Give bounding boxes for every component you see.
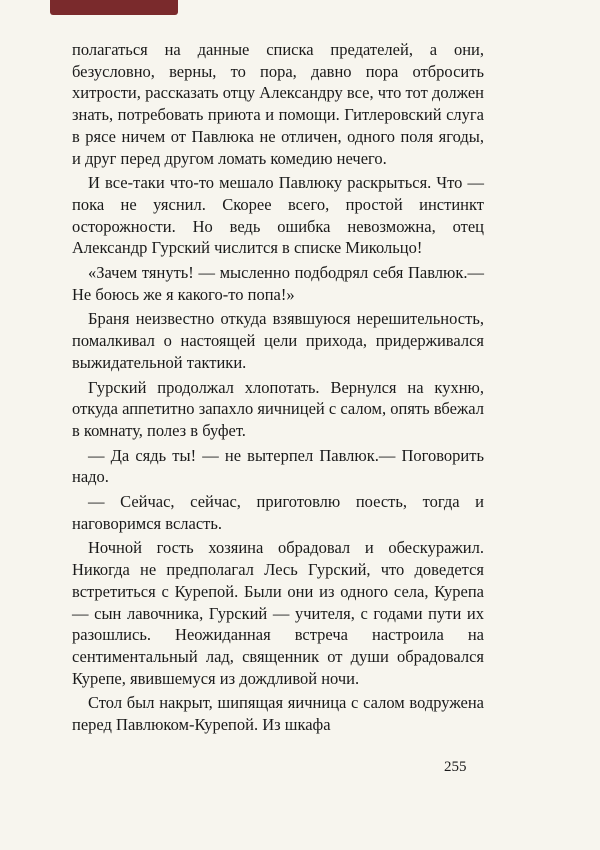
page-edge-mark bbox=[50, 0, 178, 15]
paragraph: — Да сядь ты! — не вытерпел Павлюк.— Поговорить надо. bbox=[72, 445, 484, 487]
paragraph: — Сейчас, сейчас, приготовлю поесть, тогда и наговоримся всласть. bbox=[72, 492, 484, 533]
body-text bbox=[72, 39, 484, 739]
paragraph: Браня неизвестно откуда взявшуюся нерешительность, помалкивал о настоящей цели прихода, придерживался выжидательной тактики. bbox=[72, 309, 484, 372]
paragraph: «Зачем тянуть! — мысленно подбодрял себя Павлюк.— Не боюсь же я какого-то попа!» bbox=[72, 263, 484, 304]
paragraph: полагаться на данные списка предателей, а они, безусловно, верны, то пора, давно пора отбросить хитрости, рассказать отцу Александру все, что тот должен знать, потребовать приюта и помощи. Гитлеровский слуга в рясе ничем от Павлюка не отличен, одного поля ягоды, и друг перед другом ломать комедию нечего. bbox=[72, 40, 484, 168]
paragraph: Стол был накрыт, шипящая яичница с салом водружена перед Павлюком-Курепой. Из шкафа bbox=[72, 693, 484, 735]
paragraph: Ночной гость хозяина обрадовал и обескуражил. Никогда не предполагал Лесь Гурский, что доведется встретиться с Курепой. Были они из одного села, Курепа — сын лавочника, Гурский — учителя, с годами пути их разошлись. Неожиданная встреча настроила на сентиментальный лад, священник от души обрадовался Курепе, явившемуся из дождливой ночи. bbox=[72, 538, 484, 688]
page-number: 255 bbox=[444, 759, 467, 775]
paragraph: И все-таки что-то мешало Павлюку раскрыться. Что — пока не уяснил. Скорее всего, простой инстинкт осторожности. Но ведь ошибка невозможна, отец Александр Гурский числится в списке Микольцо! bbox=[72, 173, 484, 258]
paragraph: Гурский продолжал хлопотать. Вернулся на кухню, откуда аппетитно запахло яичницей с салом, опять вбежал в комнату, полез в буфет. bbox=[72, 377, 484, 440]
